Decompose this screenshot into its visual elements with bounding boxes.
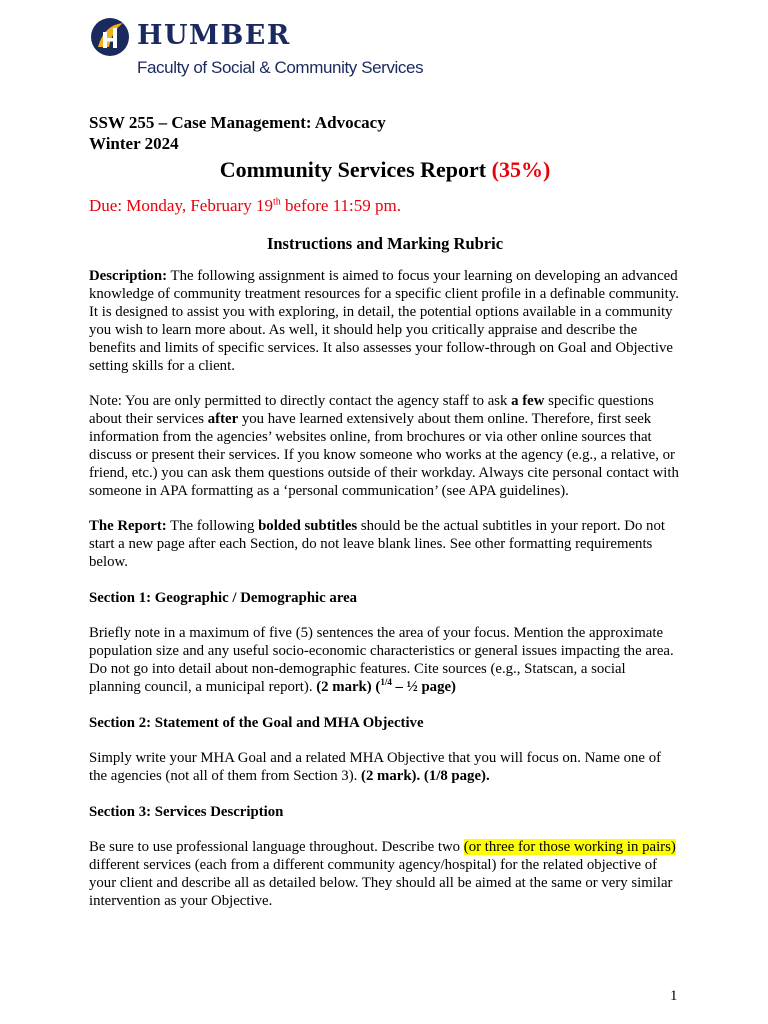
humber-logo (90, 16, 424, 80)
section1-mark (316, 679, 456, 695)
section2-heading: Section 2: Statement of the Goal and MHA Objective (89, 715, 424, 731)
page-title-main: Community Services Report (219, 157, 487, 182)
report-bold-1: bolded subtitles (258, 518, 358, 534)
section3-heading: Section 3: Services Description (89, 804, 284, 820)
page-number: 1 (670, 988, 678, 1004)
section3-text-2: different services (each from a different community agency/hospital) for the related objective of your client and describe all as detailed below. They should all be aimed at the same or very similar intervention as your Objective. (89, 857, 673, 909)
due-suffix: before 11:59 pm. (280, 196, 401, 215)
humber-emblem-icon (90, 17, 130, 57)
note-bold-2: after (207, 411, 239, 427)
section1-mark-text: (2 mark) ( (316, 679, 381, 695)
report-text-2: should be the actual subtitles in your report. Do not start a new page after each Section, do not leave blank lines. See other formatting requirements below. (89, 518, 665, 570)
section3-paragraph (89, 838, 681, 910)
section2-paragraph (89, 749, 681, 785)
due-sup: th (272, 196, 281, 208)
section2-mark: (2 mark). (1/8 page). (361, 768, 490, 784)
faculty-name: Faculty of Social & Community Services (137, 58, 424, 77)
note-bold-1: a few (511, 393, 545, 409)
description-paragraph (89, 267, 681, 375)
note-text-1: Note: You are only permitted to directly contact the agency staff to ask (89, 393, 512, 409)
due-date (89, 195, 681, 216)
report-text-1: The following (166, 518, 259, 534)
page-title-weight: (35%) (491, 157, 551, 182)
section3-text-1: Be sure to use professional language throughout. Describe two (89, 839, 464, 855)
institution-name: HUMBER (137, 20, 291, 51)
section3-highlight: (or three for those working in pairs) (463, 839, 676, 855)
document-body (89, 112, 681, 910)
due-prefix: Due: Monday, February 19 (89, 196, 273, 215)
description-label: Description: (89, 268, 168, 284)
section1-mark-end: – ½ page) (391, 679, 456, 695)
section1-heading: Section 1: Geographic / Demographic area (89, 590, 358, 606)
course-title: SSW 255 – Case Management: Advocacy (89, 113, 386, 132)
note-text-2: specific questions about their services (89, 393, 654, 427)
section1-paragraph (89, 624, 681, 696)
note-paragraph (89, 392, 681, 500)
note-text-3: you have learned extensively about them online. Therefore, first seek information from the agencies’ websites online, from brochures or via other online sources that discuss or present their services. If you know someone who works at the agency (e.g., a relative, or friend, etc.) you can ask them questions outside of their workday. Always cite personal contact with someone in APA formatting as a ‘personal communication’ (see APA guidelines). (89, 411, 679, 499)
section-subtitle: Instructions and Marking Rubric (266, 234, 504, 253)
description-text: The following assignment is aimed to focus your learning on developing an advanced knowledge of community treatment resources for a specific client profile in a definable community. It is designed to assist you with exploring, in detail, the potential options available in a community you wish to learn more about. As well, it should help you critically appraise and describe the benefits and limits of specific services. It also assesses your follow-through on Goal and Objective setting skills for a client. (89, 268, 679, 374)
section1-mark-sup: 1/4 (380, 677, 392, 688)
section1-text: Briefly note in a maximum of five (5) sentences the area of your focus. Mention the approximate population size and any useful socio-economic characteristics or general issues impacting the area. Do not go into detail about non-demographic features. Cite sources (e.g., Statscan, a social planning council, a municipal report). (89, 625, 674, 695)
section2-text: Simply write your MHA Goal and a related MHA Objective that you will focus on. Name one of the agencies (not all of them from Section 3). (89, 750, 662, 784)
report-label: The Report: (89, 518, 167, 534)
course-term: Winter 2024 (89, 134, 179, 153)
page-title (89, 157, 681, 183)
report-paragraph (89, 517, 681, 571)
